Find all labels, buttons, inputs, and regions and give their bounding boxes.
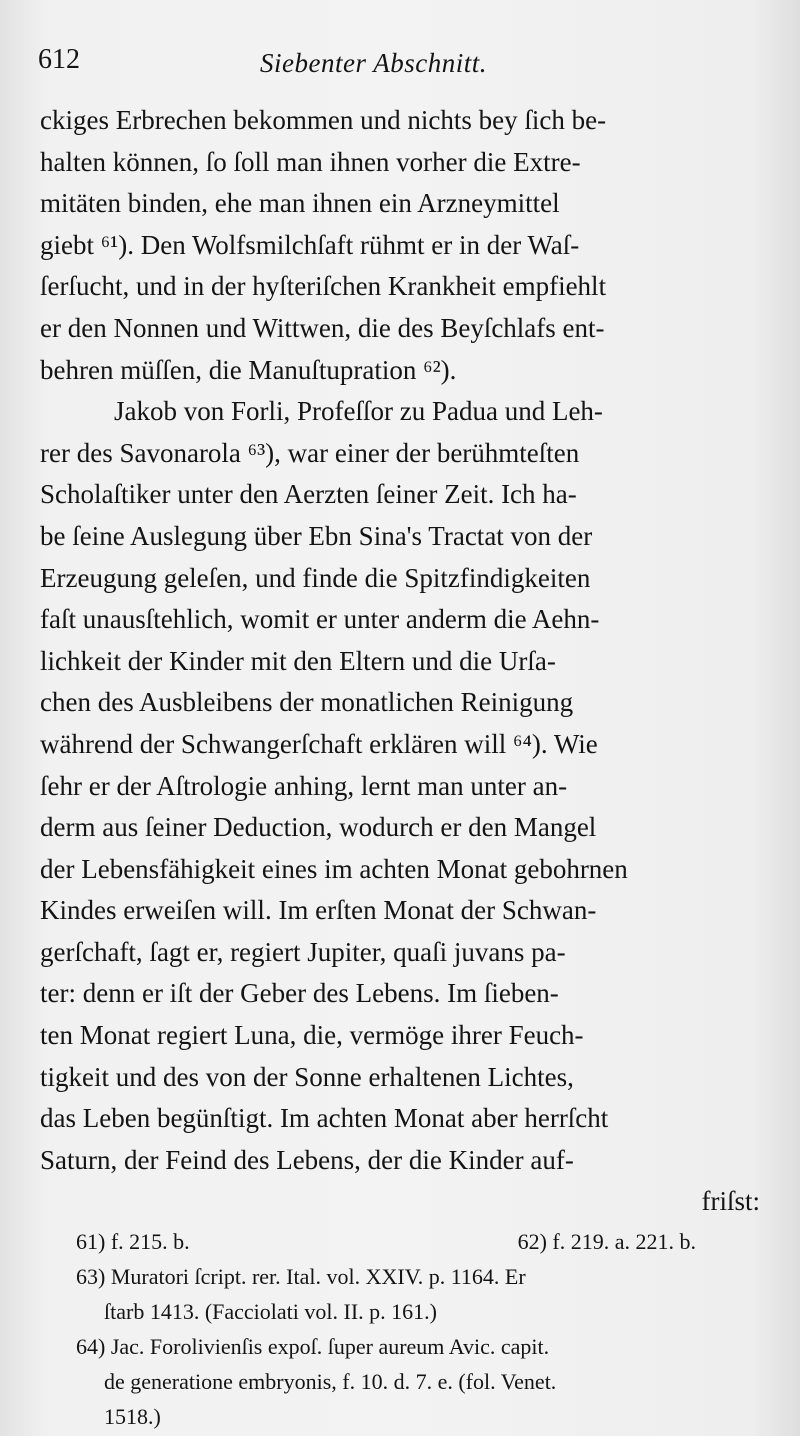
text-line <box>40 474 760 516</box>
text-line <box>40 1098 760 1140</box>
text-line-content: ten Monat regiert Luna, die, vermöge ihrer Feuch- <box>40 1020 584 1051</box>
text-line-content: Kindes erweiſen will. Im erſten Monat der Schwan- <box>40 895 597 926</box>
footnote-63-line-1: 63) Muratori ſcript. rer. Ital. vol. XXIV. p. 1164. Er <box>76 1264 526 1289</box>
text-line <box>40 682 760 724</box>
footnote-61: 61) f. 215. b. <box>76 1229 190 1254</box>
text-line-content: behren müſſen, die Manuſtupration ⁶²). <box>40 354 457 385</box>
footnote-line <box>76 1224 766 1259</box>
text-line <box>40 391 760 433</box>
text-line-content: friſst: <box>701 1186 760 1217</box>
text-line <box>40 890 760 932</box>
text-line <box>40 516 760 558</box>
text-line-content: er den Nonnen und Wittwen, die des Beyſchlafs ent- <box>40 312 605 343</box>
text-line-content: das Leben begünſtigt. Im achten Monat aber herrſcht <box>40 1103 609 1134</box>
text-line <box>40 308 760 350</box>
text-line <box>40 558 760 600</box>
text-line <box>40 1057 760 1099</box>
footnote-line <box>76 1294 766 1329</box>
text-line <box>40 599 760 641</box>
text-line <box>40 225 760 267</box>
text-line-content: giebt ⁶¹). Den Wolfsmilchſaft rühmt er in der Waſ- <box>40 229 580 260</box>
text-line <box>40 1140 760 1182</box>
text-line-content: halten können, ſo ſoll man ihnen vorher die Extre- <box>40 146 581 177</box>
text-line-content: während der Schwangerſchaft erklären will ⁶⁴). Wie <box>40 728 598 759</box>
text-line <box>40 973 760 1015</box>
text-line-content: tigkeit und des von der Sonne erhaltenen Lichtes, <box>40 1061 574 1092</box>
body-text <box>40 100 760 1223</box>
text-line-content: mitäten binden, ehe man ihnen ein Arzneymittel <box>40 188 560 219</box>
footnote-64-line-2: de generatione embryonis, f. 10. d. 7. e. (fol. Venet. <box>104 1369 557 1394</box>
footnote-64-line-1: 64) Jac. Forolivienſis expoſ. ſuper aureum Avic. capit. <box>76 1334 550 1359</box>
text-line-content: ſerſucht, und in der hyſteriſchen Krankheit empfiehlt <box>40 271 607 302</box>
text-line-content: Jakob von Forli, Profeſſor zu Padua und Leh- <box>114 396 603 427</box>
text-line <box>40 1015 760 1057</box>
footnote-62: 62) f. 219. a. 221. b. <box>517 1229 696 1254</box>
text-line <box>40 932 760 974</box>
footnotes <box>76 1224 766 1434</box>
footnote-64-line-3: 1518.) <box>104 1404 161 1429</box>
text-line-content: Saturn, der Feind des Lebens, der die Kinder auf- <box>40 1144 574 1175</box>
footnote-line <box>76 1364 766 1399</box>
text-line-content: be ſeine Auslegung über Ebn Sina's Tractat von der <box>40 520 593 551</box>
running-title: Siebenter Abschnitt. <box>260 48 487 78</box>
text-line-content: Scholaſtiker unter den Aerzten ſeiner Zeit. Ich ha- <box>40 479 577 510</box>
text-line <box>40 183 760 225</box>
text-line-content: Erzeugung geleſen, und finde die Spitzfindigkeiten <box>40 562 591 593</box>
text-line <box>40 433 760 475</box>
text-line <box>40 1181 760 1223</box>
text-line-content: ckiges Erbrechen bekommen und nichts bey ſich be- <box>40 105 607 135</box>
text-line-content: rer des Savonarola ⁶³), war einer der berühmteſten <box>40 437 580 468</box>
text-line-content: derm aus ſeiner Deduction, wodurch er den Mangel <box>40 812 597 843</box>
text-line <box>40 849 760 891</box>
text-line-content: gerſchaft, ſagt er, regiert Jupiter, quaſi juvans pa- <box>40 936 566 967</box>
page-header <box>38 44 758 88</box>
text-line <box>40 807 760 849</box>
footnote-line <box>76 1259 766 1294</box>
footnote-63-line-2: ſtarb 1413. (Facciolati vol. II. p. 161.) <box>104 1299 437 1324</box>
text-line <box>40 350 760 392</box>
text-line <box>40 266 760 308</box>
text-line-content: der Lebensfähigkeit eines im achten Monat gebohrnen <box>40 853 628 884</box>
text-line-content: faſt unausſtehlich, womit er unter anderm die Aehn- <box>40 604 600 635</box>
text-line <box>40 724 760 766</box>
footnote-line <box>76 1399 766 1434</box>
text-line-content: lichkeit der Kinder mit den Eltern und die Urſa- <box>40 645 556 676</box>
text-line-content: ſehr er der Aſtrologie anhing, lernt man unter an- <box>40 770 568 801</box>
text-line-content: ter: denn er iſt der Geber des Lebens. Im ſieben- <box>40 978 559 1009</box>
text-line <box>40 766 760 808</box>
text-line <box>40 142 760 184</box>
text-line-content: chen des Ausbleibens der monatlichen Reinigung <box>40 687 574 718</box>
text-line <box>40 641 760 683</box>
text-line <box>40 100 760 142</box>
footnote-line <box>76 1329 766 1364</box>
page-number: 612 <box>38 44 80 75</box>
